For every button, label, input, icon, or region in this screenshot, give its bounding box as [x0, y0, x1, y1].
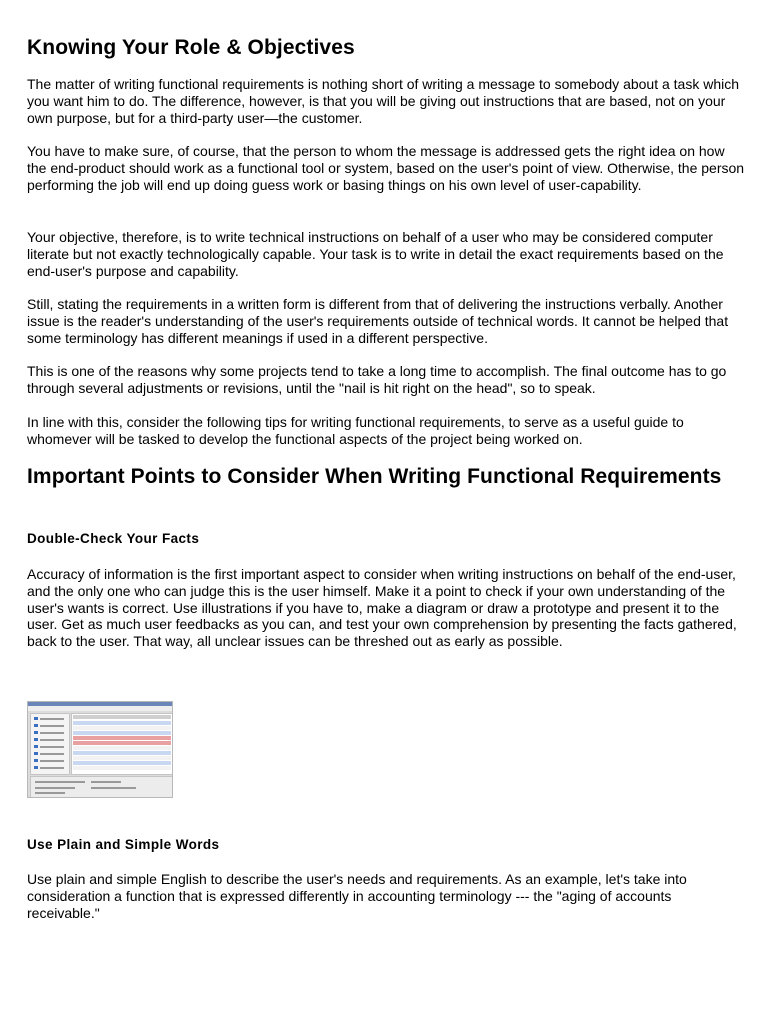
paragraph-3: Your objective, therefore, is to write technical instructions on behalf of a user who may be considered computer literate but not exactly technologically capable. Your task is to write in detail the exact requirements based on the end-user's purpose and capability. [27, 229, 724, 279]
thumb-menubar [28, 706, 173, 711]
paragraph-6: In line with this, consider the following tips for writing functional requirements, to serve as a useful guide to whomever will be tasked to develop the functional aspects of the project being worked on. [27, 414, 684, 447]
subheading-plain-simple-words: Use Plain and Simple Words [27, 837, 220, 852]
paragraph-1: The matter of writing functional requirements is nothing short of writing a message to somebody about a task which you want him to do. The difference, however, is that you will be giving out instructions that are based, not on your own purpose, but for a third-party user—the customer. [27, 76, 740, 126]
paragraph-4: Still, stating the requirements in a written form is different from that of delivering the instructions verbally. Another issue is the reader's understanding of the user's requirements outside of technical words. It cannot be helped that some terminology has different meanings if used in a different perspective. [27, 296, 729, 346]
section-heading-important-points: Important Points to Consider When Writing Functional Requirements [27, 465, 722, 488]
paragraph-double-check-facts: Accuracy of information is the first important aspect to consider when writing instructions on behalf of the end-user, and the only one who can judge this is the user himself. Make it a point to check if your own understanding of the user's wants is correct. Use illustrations if you have to, make a diagram or draw a prototype and present it to the user. Get as much user feedbacks as you can, and test your own comprehension by presenting the facts gathered, back to the user. That way, all unclear issues can be threshed out as early as possible. [27, 566, 737, 650]
thumb-sidebar [30, 713, 70, 775]
subheading-double-check-facts: Double-Check Your Facts [27, 531, 200, 546]
paragraph-2: You have to make sure, of course, that the person to whom the message is addressed gets the right idea on how the end-product should work as a functional tool or system, based on the user's point of view. Otherwise, the person performing the job will end up doing guess work or basing things on his own level of user-capability. [27, 143, 745, 193]
section-heading-role-objectives: Knowing Your Role & Objectives [27, 36, 355, 59]
thumb-detail-panel [30, 776, 173, 798]
software-screenshot-image [27, 701, 173, 798]
paragraph-plain-simple-words: Use plain and simple English to describe the user's needs and requirements. As an example, let's take into consideration a function that is expressed differently in accounting terminology --- the "aging of accounts receivable." [27, 871, 687, 921]
thumb-table [71, 713, 173, 775]
paragraph-5: This is one of the reasons why some projects tend to take a long time to accomplish. The final outcome has to go through several adjustments or revisions, until the "nail is hit right on the head", so to speak. [27, 363, 727, 396]
